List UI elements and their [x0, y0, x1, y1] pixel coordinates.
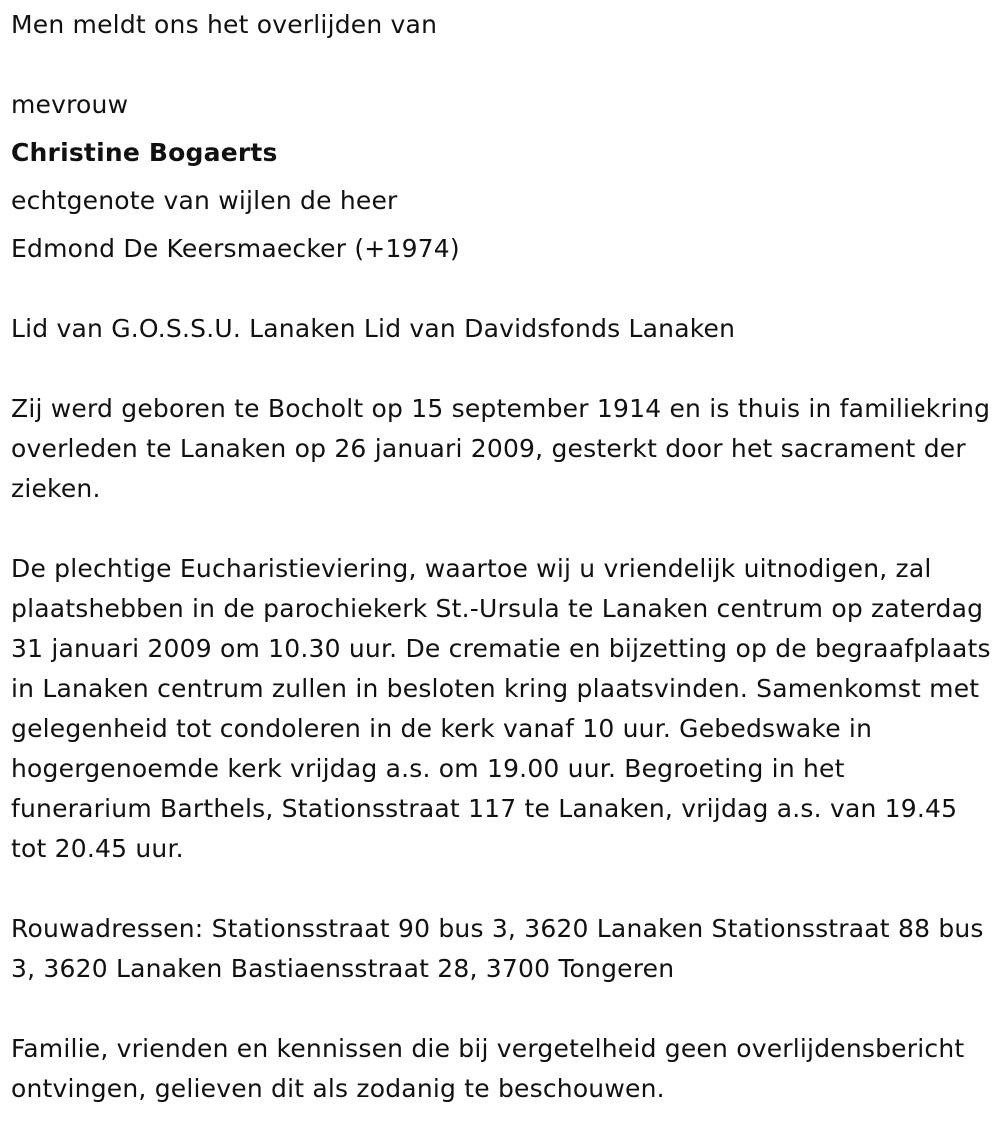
spouse-line: Edmond De Keersmaecker (+1974) — [11, 234, 460, 263]
intro-line: Men meldt ons het overlijden van — [11, 10, 438, 39]
birth-death-paragraph: Zij werd geboren te Bocholt op 15 september 1914 en is thuis in familiekring overleden te Lanaken op 26 januari 2009, gesterkt door het sacrament der zieken. — [11, 394, 991, 503]
title-line: mevrouw — [11, 90, 129, 119]
relation-line: echtgenote van wijlen de heer — [11, 186, 398, 215]
closing-paragraph: Familie, vrienden en kennissen die bij vergetelheid geen overlijdensbericht ontvingen, gelieven dit als zodanig te beschouwen. — [11, 1034, 965, 1103]
addresses-paragraph: Rouwadressen: Stationsstraat 90 bus 3, 3620 Lanaken Stationsstraat 88 bus 3, 3620 Lanaken Bastiaensstraat 28, 3700 Tongeren — [11, 914, 984, 983]
ceremony-paragraph: De plechtige Eucharistieviering, waartoe wij u vriendelijk uitnodigen, zal plaatshebben in de parochiekerk St.-Ursula te Lanaken centrum op zaterdag 31 januari 2009 om 10.30 uur. De crematie en bijzetting op de begraafplaats in Lanaken centrum zullen in besloten kring plaatsvinden. Samenkomst met gelegenheid tot condoleren in de kerk vanaf 10 uur. Gebedswake in hogergenoemde kerk vrijdag a.s. om 19.00 uur. Begroeting in het funerarium Barthels, Stationsstraat 117 te Lanaken, vrijdag a.s. van 19.45 tot 20.45 uur. — [11, 554, 991, 863]
memberships-line: Lid van G.O.S.S.U. Lanaken Lid van Davidsfonds Lanaken — [11, 314, 736, 343]
deceased-name: Christine Bogaerts — [11, 138, 278, 167]
